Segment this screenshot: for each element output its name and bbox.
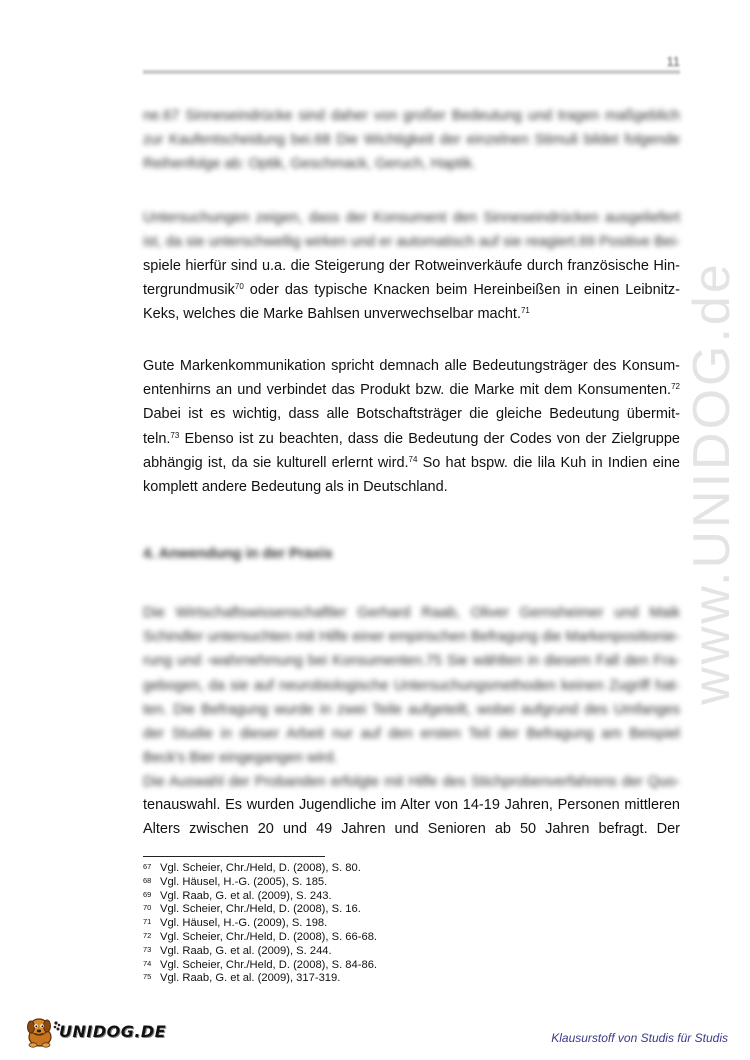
footnote-ref: 74 xyxy=(408,454,418,464)
section-heading: 4. Anwendung in der Praxis xyxy=(143,546,333,562)
footnote-number: 74 xyxy=(143,958,152,968)
footnote-text: Vgl. Häusel, H.-G. (2005), S. 185. xyxy=(160,875,328,888)
footnote-separator xyxy=(143,856,325,857)
text-segment: Keks, welches die Marke Bahlsen unverwechselbar macht. xyxy=(143,306,521,323)
footnote-ref: 71 xyxy=(520,306,530,316)
footnote xyxy=(143,890,377,904)
logo-text: UNIDOG.DE xyxy=(59,1022,167,1041)
text-line: Die Auswahl der Probanden erfolgte mit Hilfe des Stichprobenverfahrens der Quo- xyxy=(143,774,680,791)
footnote-number: 71 xyxy=(143,917,152,927)
footnote xyxy=(143,972,377,986)
text-line: Untersuchungen zeigen, dass der Konsument den Sinneseindrücken ausgeliefert xyxy=(143,210,680,226)
dog-mascot-icon xyxy=(22,1015,62,1049)
page-number: 11 xyxy=(666,54,680,69)
text-line xyxy=(143,427,680,451)
footnote xyxy=(143,917,377,931)
text-line: Schindler untersuchten mit Hilfe einer empirischen Befragung die Markenpositionie- xyxy=(143,629,680,646)
footnote-text: Vgl. Scheier, Chr./Held, D. (2008), S. 66-68. xyxy=(160,930,378,943)
text-line: tenauswahl. Es wurden Jugendliche im Alter von 14-19 Jahren, Personen mittleren xyxy=(143,797,680,813)
paragraph-clear-3 xyxy=(143,793,680,841)
paragraph-clear-2 xyxy=(143,354,680,499)
text-line xyxy=(143,302,680,326)
footnote xyxy=(143,931,377,945)
paragraph-blurred-3 xyxy=(143,601,680,795)
footer-tagline: Klausurstoff von Studis für Studis xyxy=(551,1031,728,1045)
footnote-number: 69 xyxy=(143,889,152,899)
footnote-ref: 70 xyxy=(234,282,244,292)
header-rule xyxy=(143,70,680,74)
text-line: Gute Markenkommunikation spricht demnach alle Bedeutungsträger des Konsum- xyxy=(143,358,680,374)
footnote-text: Vgl. Raab, G. et al. (2009), S. 244. xyxy=(160,944,332,957)
text-segment: entenhirns an und verbindet das Produkt bzw. die Marke mit dem Konsumenten. xyxy=(143,382,672,399)
footnote xyxy=(143,959,377,973)
text-line: Die Wirtschaftswissenschaftler Gerhard Raab, Oliver Gernsheimer und Maik xyxy=(143,605,680,621)
text-line: ist, da sie unterschwellig wirken und er automatisch auf sie reagiert.69 Positive Bei- xyxy=(143,234,680,251)
watermark-text: www.UNIDOG.de xyxy=(683,261,741,705)
footnote xyxy=(143,876,377,890)
footnote xyxy=(143,903,377,917)
text-segment: tergrundmusik xyxy=(143,282,235,299)
footnote-text: Vgl. Scheier, Chr./Held, D. (2008), S. 80. xyxy=(160,862,361,874)
paragraph-blurred-1 xyxy=(143,104,680,177)
text-line: zur Kaufentscheidung bei.68 Die Wichtigkeit der einzelnen Stimuli bildet folgende xyxy=(143,132,680,149)
footnote-number: 73 xyxy=(143,944,152,954)
text-segment: oder das typische Knacken beim Hereinbeißen in einen Leibnitz- xyxy=(243,282,680,299)
text-line xyxy=(143,451,680,475)
paragraph-blurred-2 xyxy=(143,206,680,254)
footnote-number: 68 xyxy=(143,875,152,885)
text-line: komplett andere Bedeutung als in Deutschland. xyxy=(143,479,448,496)
unidog-logo[interactable] xyxy=(22,1015,167,1045)
footnote-number: 75 xyxy=(143,972,152,982)
text-segment: teln. xyxy=(143,430,171,447)
text-line: Reihenfolge ab: Optik, Geschmack, Geruch, Haptik. xyxy=(143,156,476,173)
text-line: Beck's Bier eingegangen wird. xyxy=(143,750,338,767)
footnote xyxy=(143,945,377,959)
footnote-ref: 73 xyxy=(170,430,180,440)
footnote-text: Vgl. Häusel, H.-G. (2009), S. 198. xyxy=(160,917,328,930)
text-line: ne.67 Sinneseindrücke sind daher von großer Bedeutung und tragen maßgeblich xyxy=(143,108,680,124)
text-line: ten. Die Befragung wurde in zwei Teile aufgeteilt, wobei aufgrund des Umfanges xyxy=(143,701,680,718)
footnote-text: Vgl. Scheier, Chr./Held, D. (2008), S. 84-86. xyxy=(160,958,378,971)
text-line: Dabei ist es wichtig, dass alle Botschaftsträger die gleiche Bedeutung übermit- xyxy=(143,406,680,423)
text-line: spiele hierfür sind u.a. die Steigerung der Rotweinverkäufe durch französische Hin- xyxy=(143,258,680,274)
footnote-text: Vgl. Raab, G. et al. (2009), S. 243. xyxy=(160,889,332,902)
footnote-ref: 72 xyxy=(671,382,680,392)
text-segment: abhängig ist, da sie kulturell erlernt wird. xyxy=(143,454,409,471)
footnote-text: Vgl. Scheier, Chr./Held, D. (2008), S. 16. xyxy=(160,903,361,916)
footnote-number: 70 xyxy=(143,903,152,913)
text-line xyxy=(143,378,680,402)
watermark xyxy=(683,258,741,705)
footnote-list xyxy=(143,862,377,986)
footnote-number: 72 xyxy=(143,930,152,940)
footnote-text: Vgl. Raab, G. et al. (2009), 317-319. xyxy=(160,972,341,985)
text-segment: So hat bspw. die lila Kuh in Indien eine xyxy=(417,454,680,471)
text-line: der Studie in dieser Arbeit nur auf den ersten Teil der Befragung am Beispiel xyxy=(143,726,680,743)
text-segment: Ebenso ist zu beachten, dass die Bedeutung der Codes von der Zielgruppe xyxy=(179,430,680,447)
footnote-number: 67 xyxy=(143,862,152,871)
text-line: gebogen, da sie auf neurobiologische Untersuchungsmethoden keinen Zugriff hat- xyxy=(143,677,680,694)
footnote xyxy=(143,862,377,876)
paragraph-clear-1 xyxy=(143,254,680,327)
text-line: Alters zwischen 20 und 49 Jahren und Senioren ab 50 Jahren befragt. Der xyxy=(143,821,680,838)
text-line: rung und -wahrnehmung bei Konsumenten.75 Sie wählten in diesem Fall den Fra- xyxy=(143,653,680,670)
text-line xyxy=(143,278,680,302)
